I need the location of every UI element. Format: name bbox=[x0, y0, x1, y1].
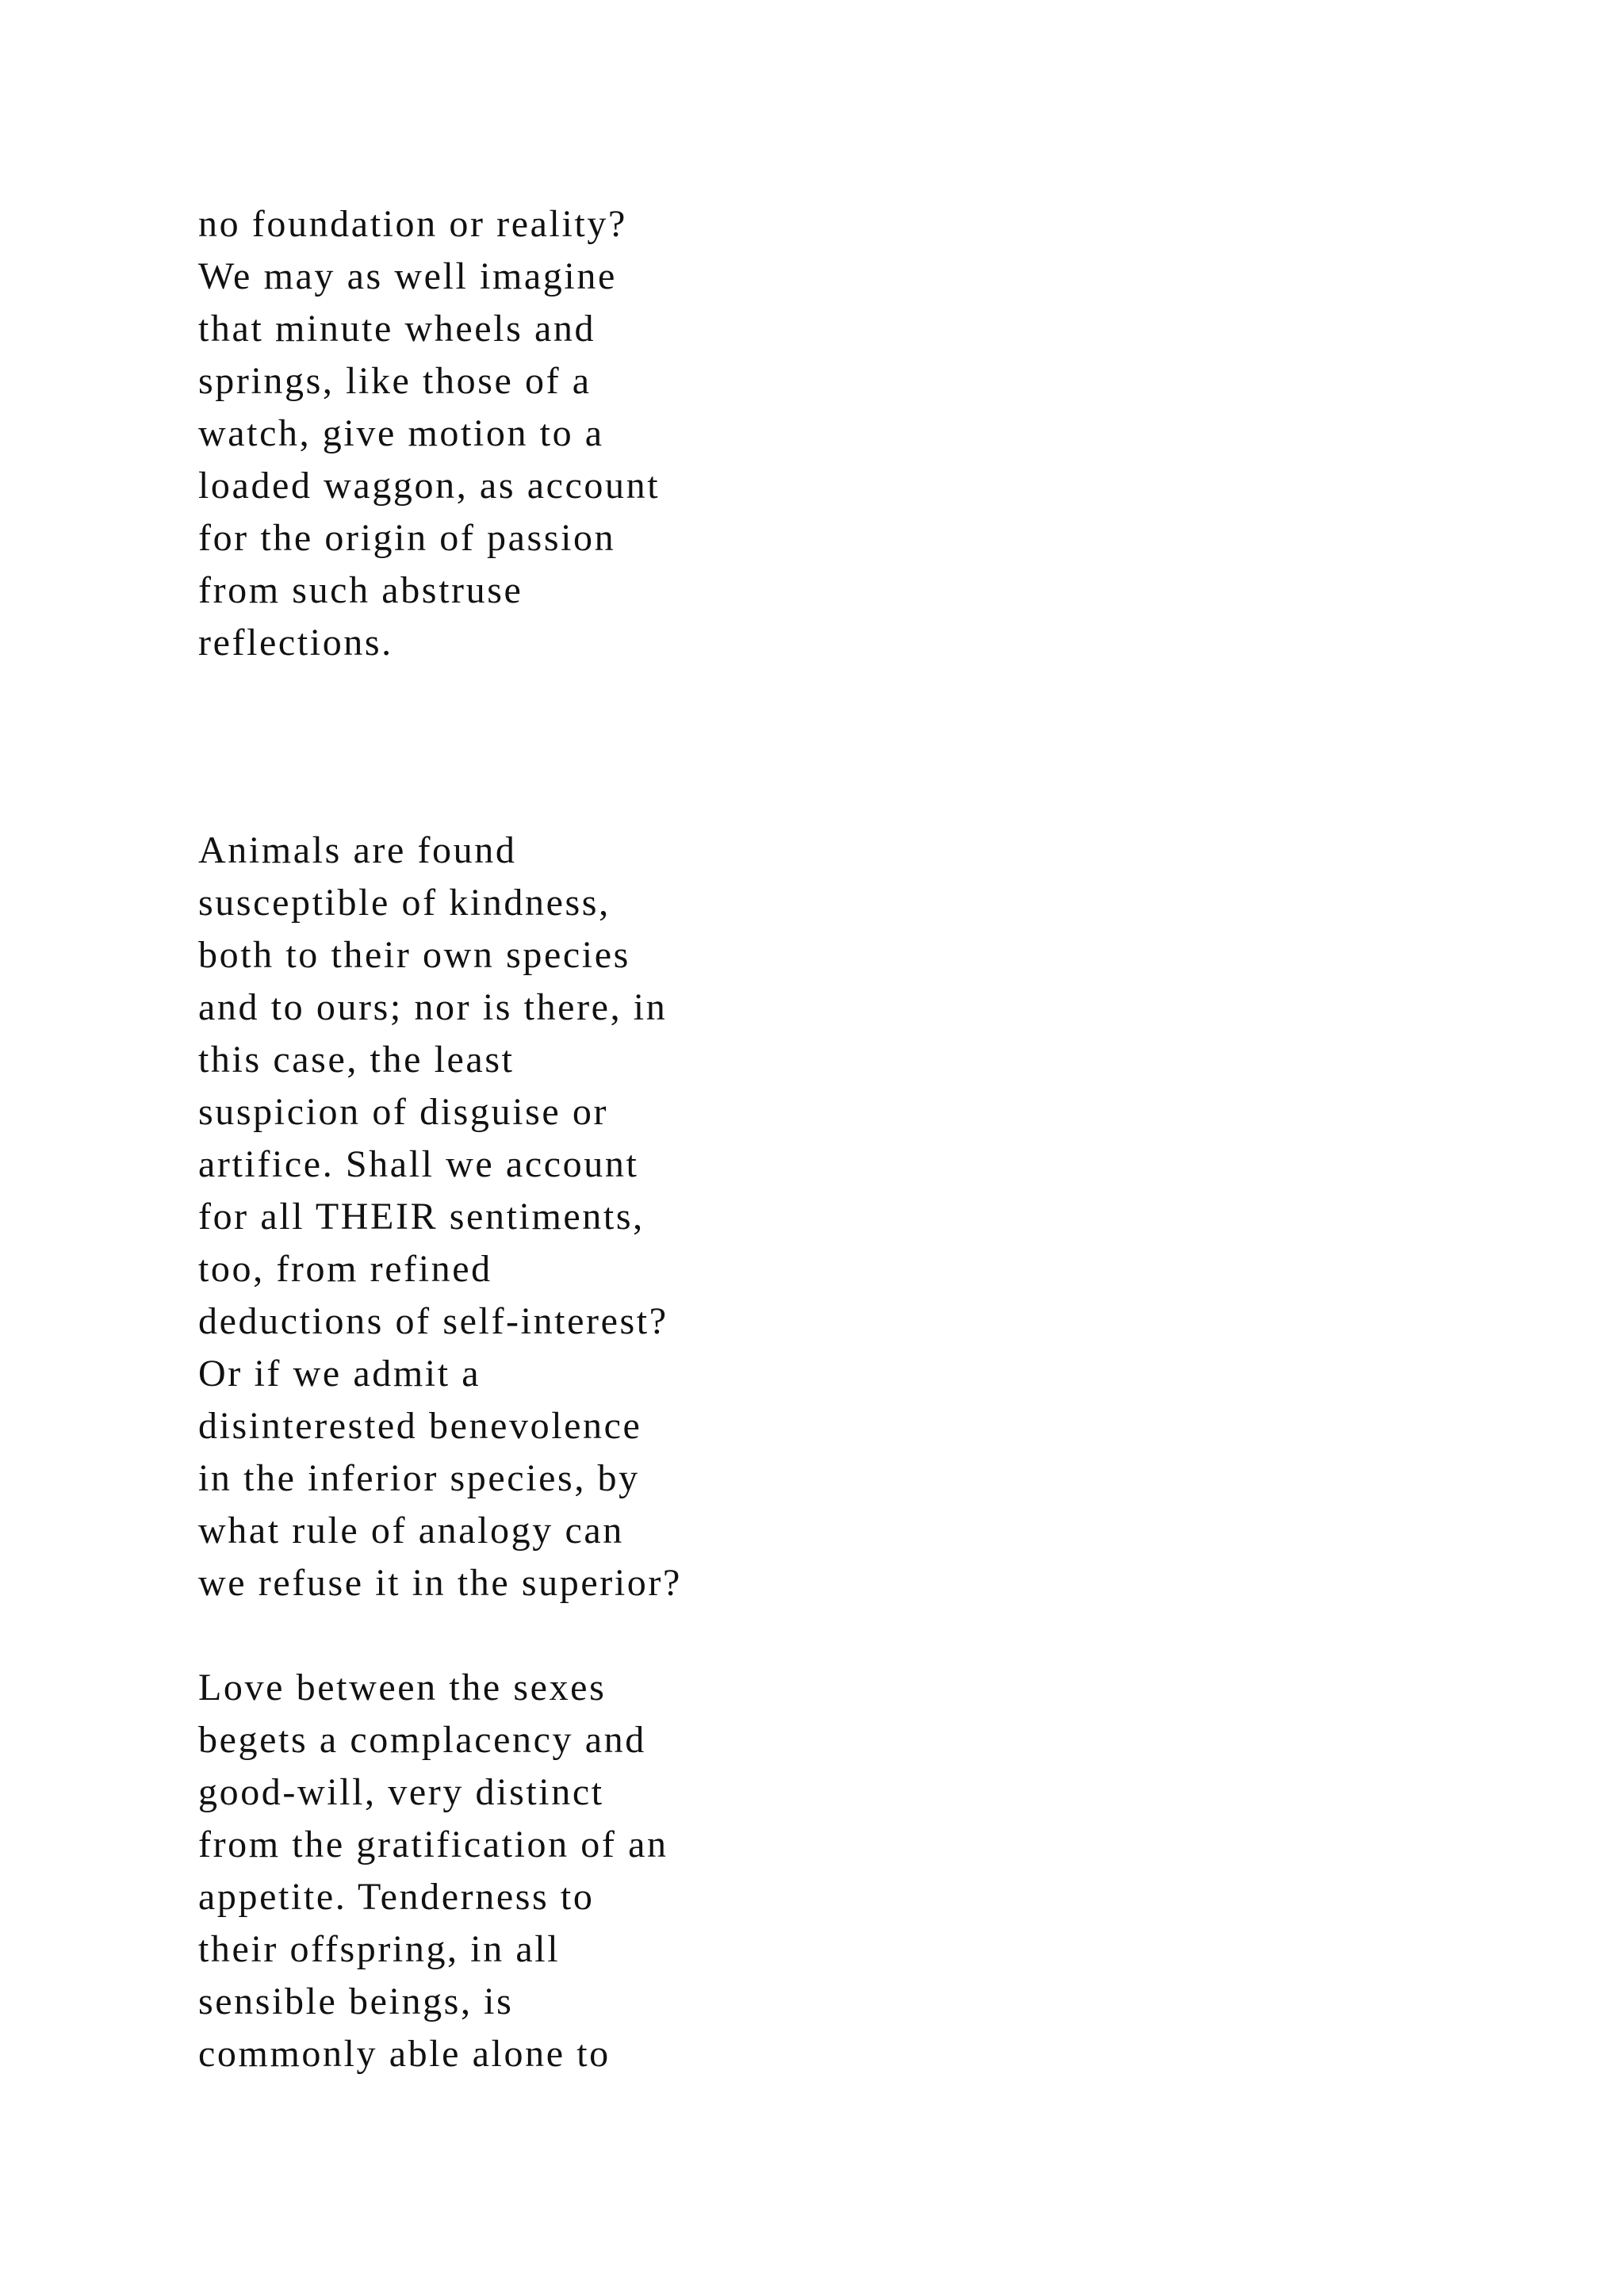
text-line: this case, the least bbox=[198, 1039, 515, 1081]
text-line: We may as well imagine bbox=[198, 255, 617, 297]
text-line: we refuse it in the superior? bbox=[198, 1562, 682, 1604]
text-line: too, from refined bbox=[198, 1248, 492, 1290]
text-line: their offspring, in all bbox=[198, 1928, 561, 1970]
text-line: begets a complacency and bbox=[198, 1719, 646, 1761]
text-line: Love between the sexes bbox=[198, 1667, 607, 1709]
text-line: from such abstruse bbox=[198, 569, 523, 611]
text-line: what rule of analogy can bbox=[198, 1510, 624, 1552]
paragraph-2 bbox=[198, 825, 682, 1609]
text-line: watch, give motion to a bbox=[198, 412, 604, 454]
text-line: suspicion of disguise or bbox=[198, 1091, 609, 1133]
text-line: in the inferior species, by bbox=[198, 1457, 640, 1499]
text-line: for the origin of passion bbox=[198, 517, 616, 559]
text-line: commonly able alone to bbox=[198, 2033, 611, 2075]
text-line: no foundation or reality? bbox=[198, 203, 627, 245]
text-line: susceptible of kindness, bbox=[198, 882, 611, 924]
text-line: from the gratification of an bbox=[198, 1823, 668, 1866]
text-line: sensible beings, is bbox=[198, 1980, 514, 2022]
text-line: for all THEIR sentiments, bbox=[198, 1196, 645, 1238]
text-line: springs, like those of a bbox=[198, 360, 592, 402]
text-line: that minute wheels and bbox=[198, 308, 596, 350]
paragraph-3 bbox=[198, 1662, 668, 2080]
text-line: and to ours; nor is there, in bbox=[198, 986, 668, 1028]
text-line: deductions of self-interest? bbox=[198, 1300, 668, 1342]
text-line: both to their own species bbox=[198, 934, 630, 976]
text-line: Or if we admit a bbox=[198, 1353, 481, 1395]
text-line: good-will, very distinct bbox=[198, 1771, 604, 1813]
text-line: disinterested benevolence bbox=[198, 1405, 642, 1447]
text-line: reflections. bbox=[198, 622, 393, 664]
text-line: Animals are found bbox=[198, 829, 517, 871]
text-line: loaded waggon, as account bbox=[198, 465, 661, 507]
text-line: artifice. Shall we account bbox=[198, 1143, 639, 1185]
text-line: appetite. Tenderness to bbox=[198, 1876, 595, 1918]
paragraph-1 bbox=[198, 198, 660, 669]
